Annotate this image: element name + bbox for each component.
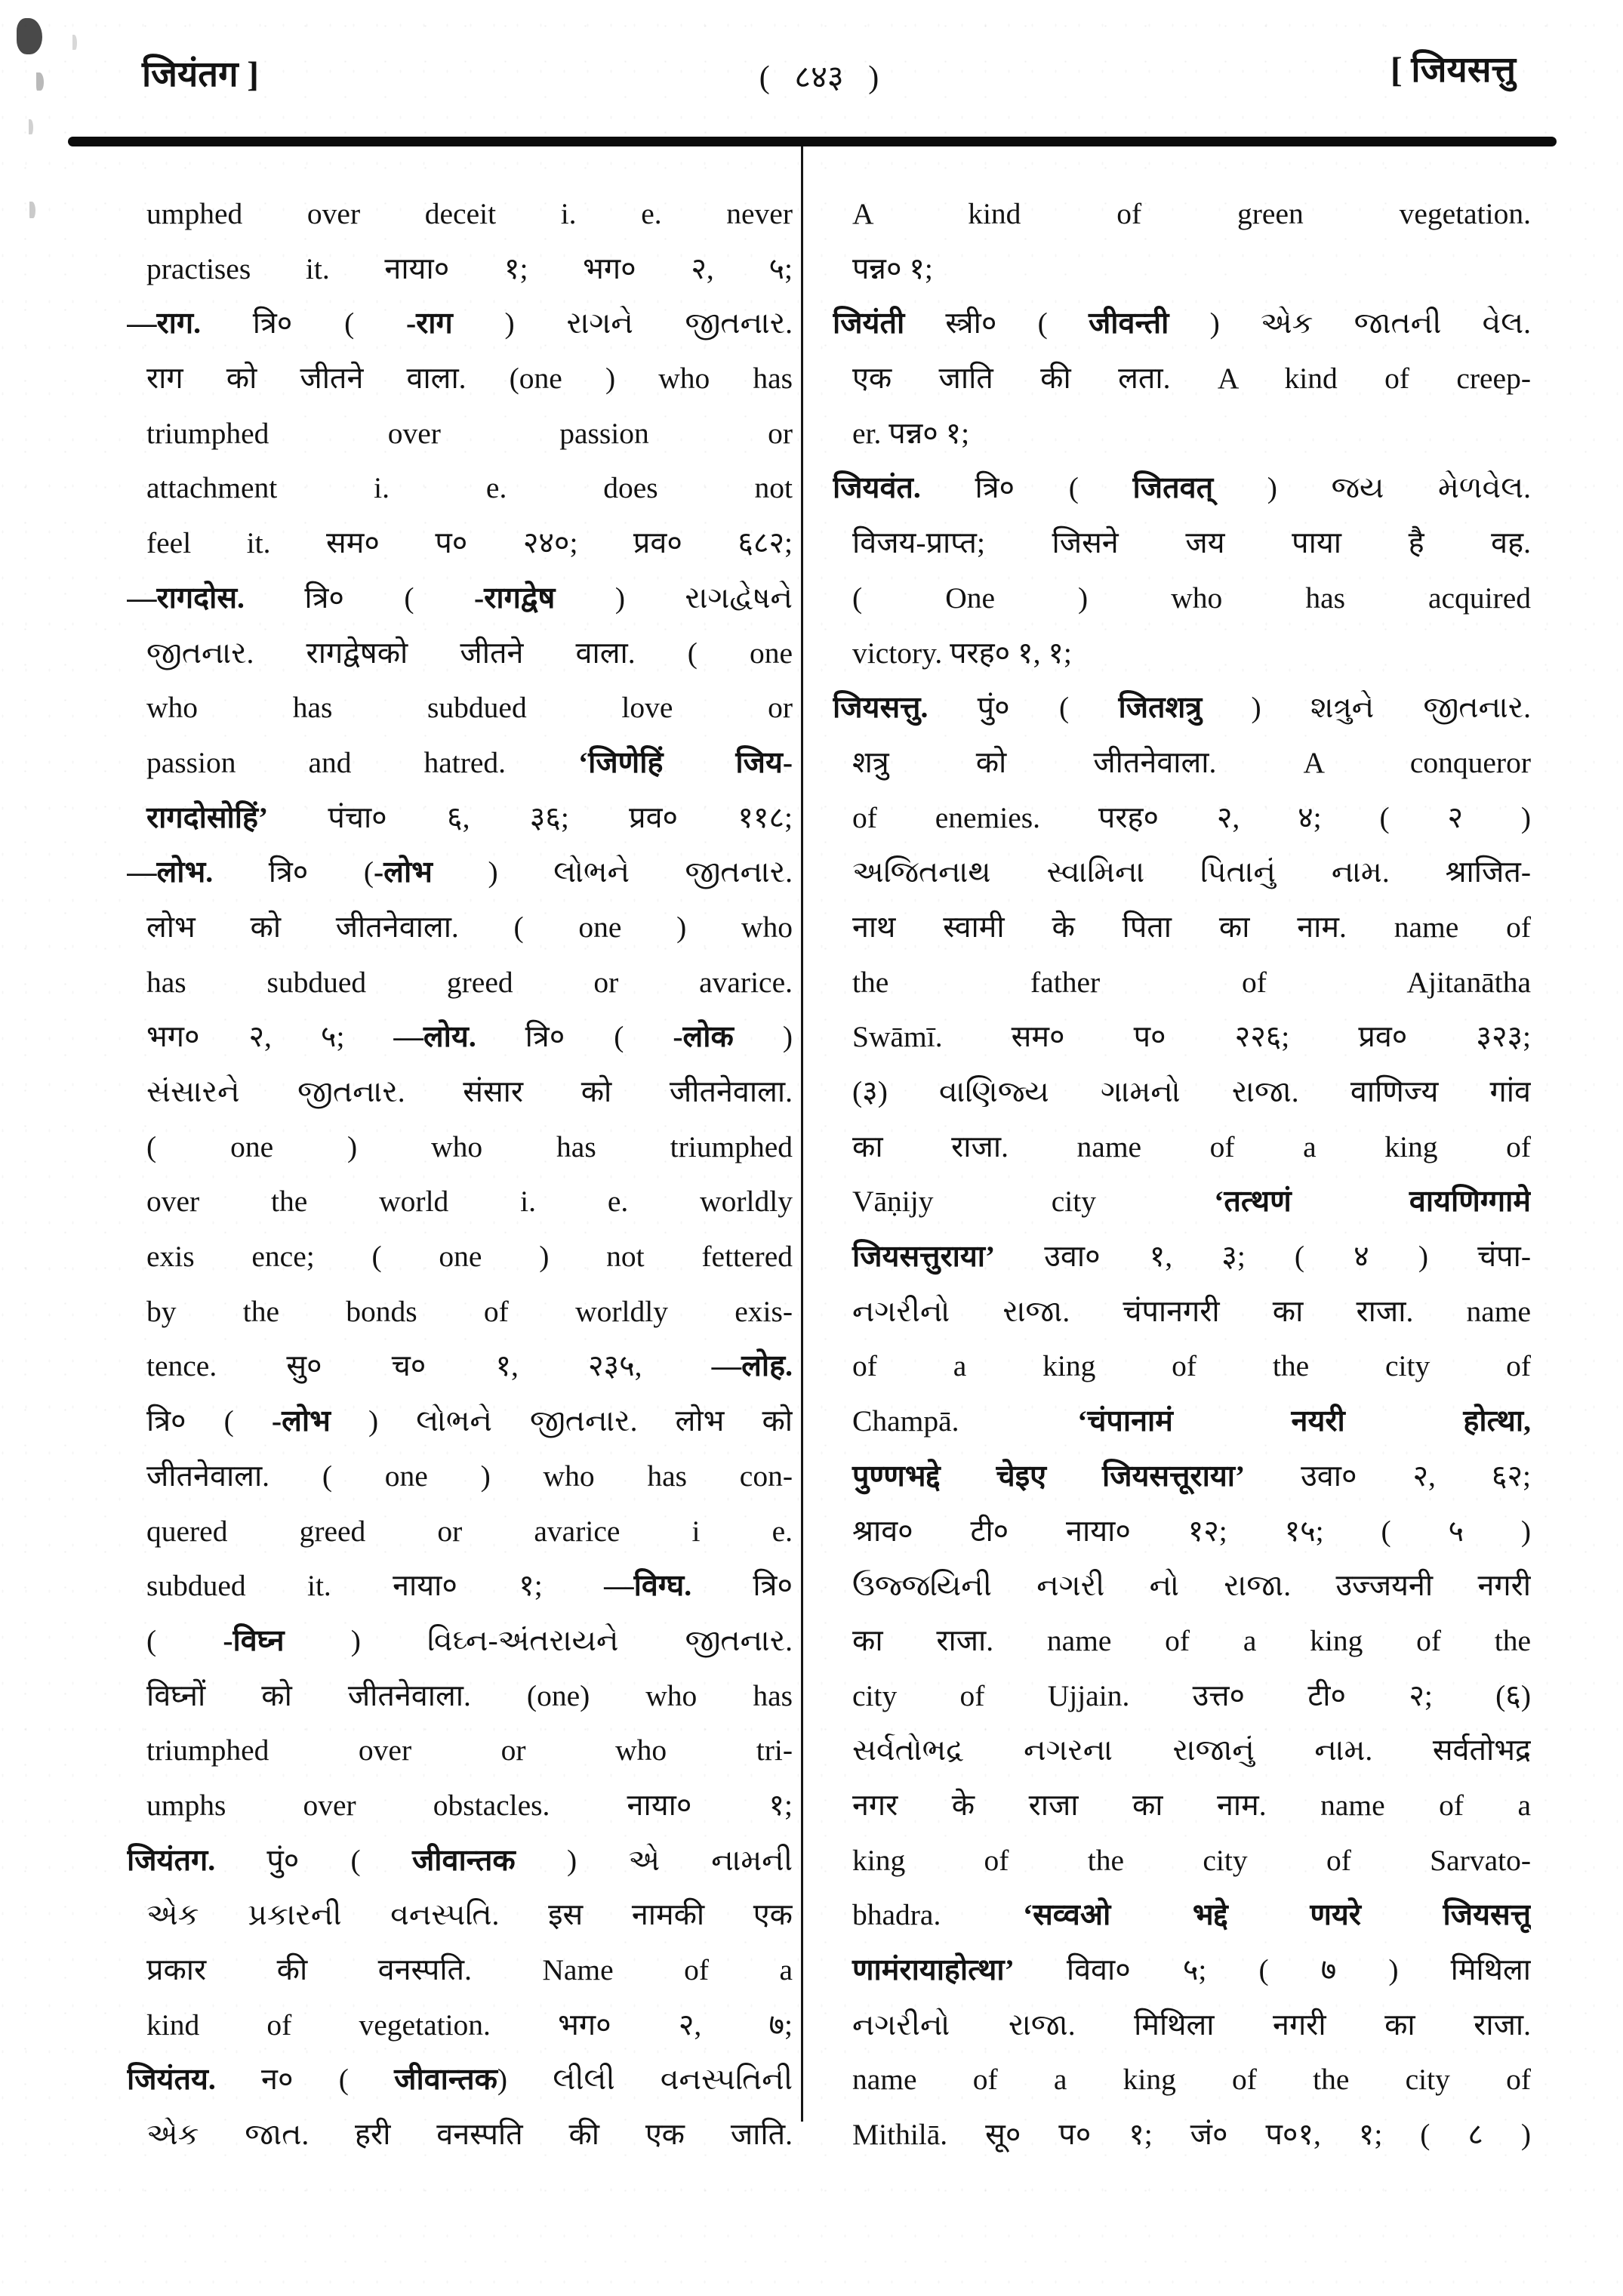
text-line	[833, 791, 1531, 846]
text-line	[127, 1998, 793, 2053]
text-line	[127, 1229, 793, 1284]
text-line	[127, 1778, 793, 1833]
bold-text-segment: रागदोसोहिं’	[146, 800, 269, 834]
text-segment: ) વિઘ્ન-અંતરાયને જીતનાર.	[284, 1623, 793, 1657]
text-line	[127, 242, 793, 297]
text-segment: उवा० १, ३; ( ४ ) चंपा-	[995, 1240, 1531, 1274]
text-segment: feel it. सम० प० २४०; प्रव० ६८२;	[146, 526, 793, 560]
bold-text-segment: —विग्घ.	[604, 1569, 692, 1603]
text-line	[833, 845, 1531, 900]
bold-text-segment: —रागदोस.	[127, 581, 245, 615]
text-segment: practises it. नाया० १; भग० २, ५;	[146, 251, 793, 285]
text-line	[833, 2107, 1531, 2162]
text-line	[833, 1943, 1531, 1998]
column-divider	[801, 146, 803, 2122]
text-line	[833, 1888, 1531, 1943]
text-segment: quered greed or avarice i e.	[146, 1514, 793, 1548]
bold-text-segment: जीवान्तक	[394, 2063, 497, 2097]
bold-text-segment: ‘चंपानामं नयरी होत्था,	[1077, 1404, 1531, 1438]
text-line	[833, 2052, 1531, 2107]
text-line	[127, 186, 793, 242]
text-line	[833, 1778, 1531, 1833]
header-rule	[68, 137, 1557, 146]
text-segment: भग० २, ५;	[146, 1020, 394, 1054]
text-segment: त्रि० (	[920, 471, 1133, 505]
text-segment: Vāṇijy city	[852, 1185, 1215, 1219]
bold-text-segment: णामंरायाहोत्था’	[852, 1953, 1015, 1986]
text-segment: )	[733, 1020, 793, 1054]
text-line	[833, 626, 1531, 681]
text-segment: राग को जीतने वाला. (one ) who has	[146, 362, 793, 396]
text-line	[833, 1833, 1531, 1888]
text-line	[127, 955, 793, 1010]
text-line	[127, 1669, 793, 1724]
text-segment: त्रि० (	[244, 581, 475, 615]
text-segment: ) રાગને જીતનાર.	[452, 307, 793, 341]
text-segment: (३) વાણિજ્ય ગામનો રાજા. वाणिज्य गांव	[852, 1075, 1531, 1108]
text-segment: who has subdued love or	[146, 691, 793, 725]
text-segment: ) એક જાતની વેલ.	[1169, 307, 1531, 341]
text-segment: ) જય મેળવેલ.	[1213, 471, 1531, 505]
text-segment: न० (	[215, 2063, 395, 2097]
text-line	[127, 680, 793, 735]
text-line	[127, 626, 793, 681]
text-line	[127, 461, 793, 516]
text-segment: नगर के राजा का नाम. name of a	[852, 1788, 1531, 1822]
text-segment: by the bonds of worldly exis-	[146, 1294, 793, 1328]
bold-text-segment: जीवान्तक	[411, 1843, 516, 1877]
text-segment: का राजा. name of a king of	[852, 1130, 1531, 1163]
text-segment: of a king of the city of	[852, 1349, 1531, 1383]
text-line	[833, 406, 1531, 461]
text-segment: एक जाति की लता. A kind of creep-	[852, 362, 1531, 396]
bold-text-segment: ‘तत्थणं वायणिग्गामे	[1214, 1185, 1531, 1219]
text-line	[127, 1065, 793, 1120]
text-line	[127, 1284, 793, 1339]
text-segment: Champā.	[852, 1404, 1078, 1438]
text-segment: bhadra.	[852, 1898, 1023, 1932]
text-line	[833, 1558, 1531, 1613]
text-line	[833, 351, 1531, 406]
text-line	[833, 735, 1531, 791]
bold-text-segment: पुण्णभद्दे चेइए जियसत्तूराया’	[852, 1459, 1246, 1493]
text-line	[833, 1339, 1531, 1394]
text-line	[127, 1174, 793, 1229]
text-segment: નગરીનો રાજા. चंपानगरी का राजा. name	[852, 1294, 1531, 1328]
text-segment: का राजा. name of a king of the	[852, 1623, 1531, 1657]
text-segment: श्राव० टी० नाया० १२; १५; ( ५ )	[852, 1514, 1531, 1548]
text-segment: विवा० ५; ( ७ ) मिथिला	[1014, 1953, 1531, 1986]
text-segment: ઉજ્જયિની નગરી નો રાજા. उज्जयनी नगरी	[852, 1569, 1531, 1603]
text-line	[127, 1833, 793, 1888]
text-line	[127, 351, 793, 406]
text-line	[127, 900, 793, 955]
text-segment: er. पन्न० १;	[852, 416, 970, 450]
text-line	[127, 1558, 793, 1613]
text-line	[127, 845, 793, 900]
text-line	[127, 1504, 793, 1559]
bold-text-segment: जियसत्तुराया’	[852, 1240, 996, 1274]
catchword-right: [ जियसत्तु	[1390, 51, 1516, 90]
text-line	[127, 791, 793, 846]
text-line	[833, 516, 1531, 571]
text-line	[127, 1394, 793, 1449]
text-segment: त्रि० (	[146, 1404, 272, 1438]
text-segment: पुं० (	[215, 1843, 412, 1877]
text-segment: umphed over deceit i. e. never	[146, 197, 793, 230]
bold-text-segment: ‘जिणेहिं जिय-	[577, 745, 793, 779]
text-line	[127, 1723, 793, 1778]
text-line	[127, 1009, 793, 1065]
text-line	[833, 1284, 1531, 1339]
text-segment: ) લીલી વનસ્પતિની	[497, 2063, 793, 2097]
text-line	[833, 1174, 1531, 1229]
bold-text-segment: —राग.	[127, 307, 201, 341]
text-line	[833, 1669, 1531, 1724]
text-line	[833, 900, 1531, 955]
text-segment: જીતનાર. रागद्वेषको जीतने वाला. ( one	[146, 636, 793, 670]
text-segment: शत्रु को जीतनेवाला. A conqueror	[852, 745, 1531, 779]
text-line	[127, 516, 793, 571]
text-line	[833, 571, 1531, 626]
text-line	[127, 1613, 793, 1669]
text-line	[833, 1065, 1531, 1120]
text-segment: ) લોભને જીતનાર.	[432, 855, 793, 889]
text-segment: નગરીનો રાજા. मिथिला नगरी का राजा.	[852, 2008, 1531, 2042]
text-segment: ) શત્રુને જીતનાર.	[1202, 691, 1531, 725]
text-segment: the father of Ajitanātha	[852, 965, 1531, 999]
text-line	[833, 1394, 1531, 1449]
text-line	[833, 186, 1531, 242]
text-segment: king of the city of Sarvato-	[852, 1843, 1531, 1877]
bold-text-segment: जियंतय.	[127, 2063, 216, 2097]
text-segment: triumphed over or who tri-	[146, 1734, 793, 1767]
text-segment: એક પ્રકારની વનસ્પતિ. इस नामकी एक	[146, 1898, 793, 1932]
text-segment: ) એ નામની	[515, 1843, 793, 1877]
text-segment: त्रि० (	[476, 1020, 673, 1054]
bold-text-segment: जियंती	[833, 307, 905, 341]
bold-text-segment: -लोभ	[374, 855, 433, 889]
text-segment: पन्न० १;	[852, 251, 933, 285]
text-segment: અજિતનાથ સ્વામિના પિતાનું નામ. श्राजित-	[852, 855, 1531, 889]
page-number: ( ८४३ )	[759, 60, 879, 95]
text-line	[127, 1449, 793, 1504]
text-segment: A kind of green vegetation.	[852, 197, 1531, 230]
text-segment: (	[146, 1623, 223, 1657]
text-line	[127, 571, 793, 626]
text-line	[127, 1943, 793, 1998]
text-segment: स्त्री० (	[904, 307, 1089, 341]
text-line	[833, 680, 1531, 735]
text-segment: attachment i. e. does not	[146, 471, 793, 505]
text-segment: ) લોભને જીતનાર. लोभ को	[330, 1404, 793, 1438]
bold-text-segment: जियंतग.	[127, 1843, 216, 1877]
text-line	[127, 1339, 793, 1394]
text-line	[127, 296, 793, 351]
text-segment: victory. परह० १, १;	[852, 636, 1072, 670]
text-segment: triumphed over passion or	[146, 416, 793, 450]
bold-text-segment: ‘सव्वओ भद्दे णयरे जियसत्तू	[1022, 1898, 1531, 1932]
text-segment: સર્વતોભદ્ર નગરના રાજાનું નામ. सर्वतोभद्र	[852, 1734, 1531, 1767]
text-line	[833, 296, 1531, 351]
text-segment: प्रकार की वनस्पति. Name of a	[146, 1953, 793, 1986]
text-line	[127, 2107, 793, 2162]
text-line	[127, 1120, 793, 1175]
text-segment: विजय-प्राप्त; जिसने जय पाया है वह.	[852, 526, 1531, 560]
text-line	[833, 1120, 1531, 1175]
text-segment: पंचा० ६, ३६; प्रव० ११८;	[268, 800, 793, 834]
bold-text-segment: -राग	[406, 307, 453, 341]
text-line	[833, 1229, 1531, 1284]
text-segment: त्रि० (	[213, 855, 374, 889]
text-segment: त्रि० (	[201, 307, 406, 341]
text-segment: over the world i. e. worldly	[146, 1185, 793, 1219]
text-segment: पुं० (	[928, 691, 1119, 725]
text-line	[833, 1009, 1531, 1065]
text-segment: of enemies. परह० २, ४; ( २ )	[852, 800, 1531, 834]
text-segment: સંસારને જીતનાર. संसार को जीतनेवाला.	[146, 1075, 793, 1108]
text-segment: उवा० २, ६२;	[1245, 1459, 1531, 1493]
bold-text-segment: —लोह.	[711, 1349, 793, 1383]
text-segment: subdued it. नाया० १;	[146, 1569, 605, 1603]
bold-text-segment: जीवन्ती	[1088, 307, 1169, 341]
text-line	[833, 1723, 1531, 1778]
right-column	[833, 186, 1531, 2162]
text-segment: exis ence; ( one ) not fettered	[146, 1240, 793, 1274]
text-segment: city of Ujjain. उत्त० टी० २; (६)	[852, 1678, 1531, 1712]
text-segment: विघ्नों को जीतनेवाला. (one) who has	[146, 1678, 793, 1712]
text-line	[127, 1888, 793, 1943]
scan-artifact	[17, 18, 42, 54]
text-segment: એક જાત. हरी वनस्पति की एक जाति.	[146, 2118, 793, 2152]
text-segment: tence. सु० च० १, २३५,	[146, 1349, 712, 1383]
text-segment: Swāmī. सम० प० २२६; प्रव० ३२३;	[852, 1020, 1531, 1054]
text-segment: ) રાગદ્વેષને	[555, 581, 793, 615]
text-segment: ( one ) who has triumphed	[146, 1130, 793, 1163]
bold-text-segment: -विघ्न	[223, 1623, 285, 1657]
text-segment: लोभ को जीतनेवाला. ( one ) who	[146, 910, 793, 944]
text-line	[833, 242, 1531, 297]
text-segment: नाथ स्वामी के पिता का नाम. name of	[852, 910, 1531, 944]
text-line	[833, 1613, 1531, 1669]
text-line	[127, 406, 793, 461]
text-segment: ( One ) who has acquired	[852, 581, 1531, 615]
text-segment: passion and hatred.	[146, 745, 578, 779]
bold-text-segment: जियसत्तु.	[833, 691, 929, 725]
text-line	[833, 1504, 1531, 1559]
bold-text-segment: जितवत्	[1132, 471, 1214, 505]
text-line	[833, 461, 1531, 516]
bold-text-segment: —लोय.	[393, 1020, 476, 1054]
text-line	[833, 955, 1531, 1010]
text-segment: Mithilā. सू० प० १; जं० प०१, १; ( ८ )	[852, 2118, 1531, 2152]
left-column	[127, 186, 793, 2162]
text-segment: has subdued greed or avarice.	[146, 965, 793, 999]
bold-text-segment: -लोक	[673, 1020, 734, 1054]
bold-text-segment: जितशत्रु	[1118, 691, 1203, 725]
text-segment: kind of vegetation. भग० २, ७;	[146, 2008, 793, 2042]
text-segment: जीतनेवाला. ( one ) who has con-	[146, 1459, 793, 1493]
text-segment: त्रि०	[691, 1569, 793, 1603]
text-line	[127, 735, 793, 791]
text-line	[833, 1449, 1531, 1504]
text-line	[833, 1998, 1531, 2053]
bold-text-segment: —लोभ.	[127, 855, 214, 889]
bold-text-segment: -लोभ	[271, 1404, 331, 1438]
bold-text-segment: -रागद्वेष	[474, 581, 556, 615]
text-segment: name of a king of the city of	[852, 2063, 1531, 2097]
text-segment: umphs over obstacles. नाया० १;	[146, 1788, 793, 1822]
catchword-left: जियंतग ]	[142, 55, 259, 94]
text-line	[127, 2052, 793, 2107]
bold-text-segment: जियवंत.	[833, 471, 921, 505]
